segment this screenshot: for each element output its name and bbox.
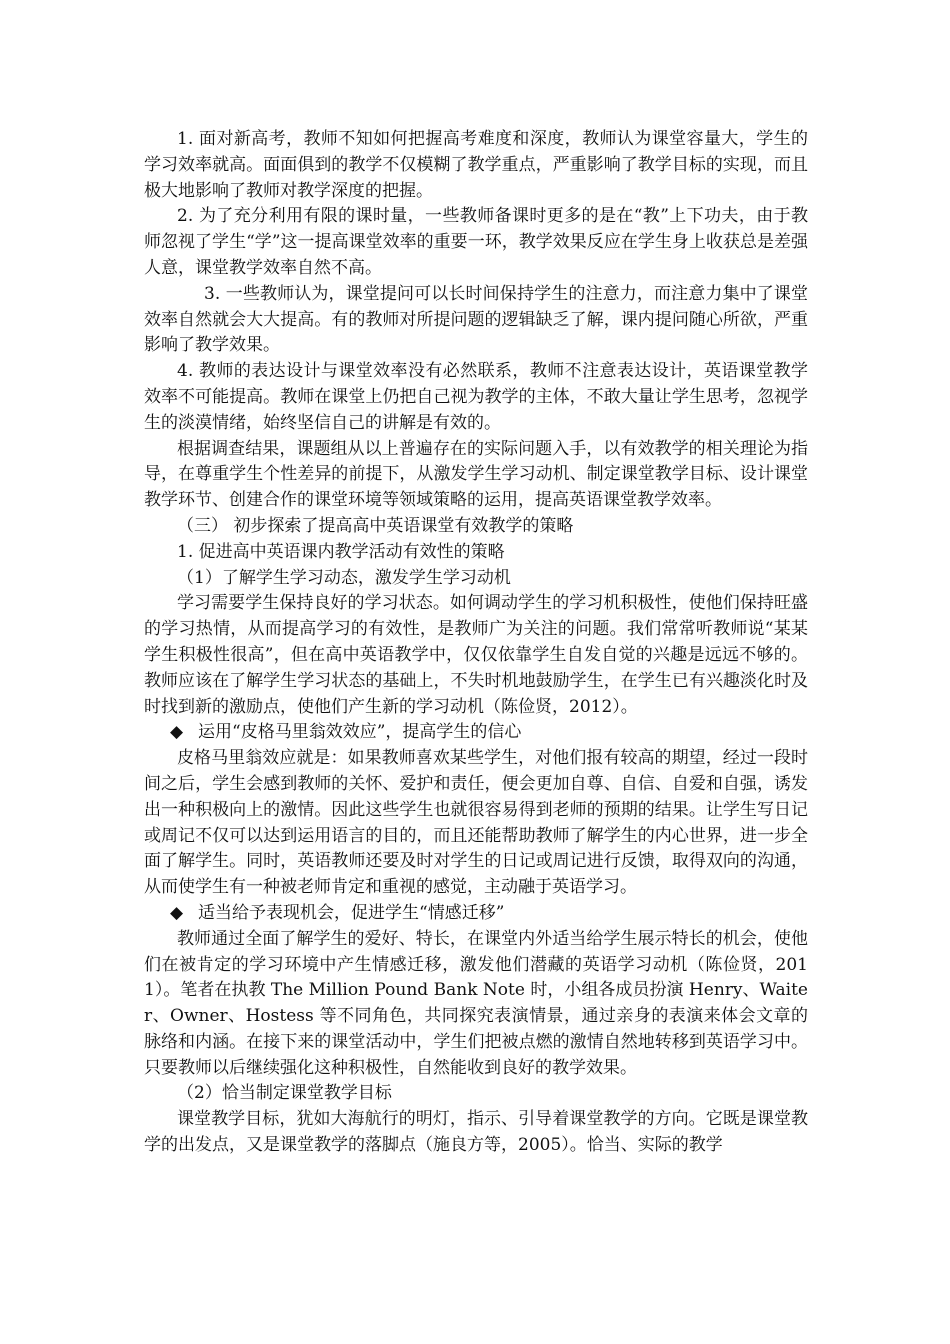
bullet-pygmalion <box>144 720 808 746</box>
bullet-emotion-transfer-text: 适当给予表现机会，促进学生“情感迁移” <box>198 902 505 923</box>
document-page <box>144 127 808 1159</box>
paragraph-survey-summary: 根据调查结果，课题组从以上普遍存在的实际问题入手，以有效教学的相关理论为指导，在尊重学生个性差异的前提下，从激发学生学习动机、制定课堂教学目标、设计课堂教学环节、创建合作的课堂环境等领域策略的运用，提高英语课堂教学效率。 <box>144 438 808 511</box>
bullet-emotion-transfer <box>144 901 808 927</box>
subsection-heading-1-2: （2）恰当制定课堂教学目标 <box>177 1083 392 1104</box>
paragraph-emotion-transfer: 教师通过全面了解学生的爱好、特长，在课堂内外适当给学生展示特长的机会，使他们在被肯定的学习环境中产生情感迁移，激发他们潜藏的英语学习动机（陈俭贤，2011）。笔者在执教 The Million Pound Bank Note 时，小组各成员扮演 Henry、Waiter、Owner、Hostess 等不同角色，共同探究表演情景，通过亲身的表演来体会文章的脉络和内涵。在接下来的课堂活动中，学生们把被点燃的激情自然地转移到英语学习中。只要教师以后继续强化这种积极性，自然能收到良好的教学效果。 <box>144 928 808 1078</box>
subsection-heading-1: 1. 促进高中英语课内教学活动有效性的策略 <box>177 541 505 562</box>
paragraph-teaching-goals: 课堂教学目标，犹如大海航行的明灯，指示、引导着课堂教学的方向。它既是课堂教学的出发点，又是课堂教学的落脚点（施良方等，2005）。恰当、实际的教学 <box>144 1109 808 1156</box>
paragraph-pygmalion: 皮格马里翁效应就是：如果教师喜欢某些学生，对他们报有较高的期望，经过一段时间之后，学生会感到教师的关怀、爱护和责任，便会更加自尊、自信、自爱和自强，诱发出一种积极向上的激情。因此这些学生也就很容易得到老师的预期的结果。让学生写日记或周记不仅可以达到运用语言的目的，而且还能帮助教师了解学生的内心世界，进一步全面了解学生。同时，英语教师还要及时对学生的日记或周记进行反馈，取得双向的沟通，从而使学生有一种被老师肯定和重视的感觉，主动融于英语学习。 <box>144 748 808 898</box>
diamond-bullet-icon: ◆ <box>170 902 184 923</box>
bullet-pygmalion-text: 运用“皮格马里翁效效应”，提高学生的信心 <box>198 722 522 743</box>
paragraph-learning-state: 学习需要学生保持良好的学习状态。如何调动学生的学习机积极性，使他们保持旺盛的学习热情，从而提高学习的有效性，是教师广为关注的问题。我们常常听教师说“某某学生积极性很高”，但在高中英语教学中，仅仅依靠学生自发自觉的兴趣是远远不够的。教师应该在了解学生学习状态的基础上，不失时机地鼓励学生，在学生已有兴趣淡化时及时找到新的激励点，使他们产生新的学习动机（陈俭贤，2012）。 <box>144 593 808 717</box>
section-heading-3: （三） 初步探索了提高高中英语课堂有效教学的策略 <box>177 515 574 536</box>
paragraph-item-3: 3. 一些教师认为，课堂提问可以长时间保持学生的注意力，而注意力集中了课堂效率自然就会大大提高。有的教师对所提问题的逻辑缺乏了解，课内提问随心所欲，严重影响了教学效果。 <box>144 283 808 356</box>
paragraph-item-1: 1. 面对新高考，教师不知如何把握高考难度和深度，教师认为课堂容量大，学生的学习效率就高。面面俱到的教学不仅模糊了教学重点，严重影响了教学目标的实现，而且极大地影响了教师对教学深度的把握。 <box>144 129 808 201</box>
diamond-bullet-icon: ◆ <box>170 722 184 743</box>
paragraph-item-2: 2. 为了充分利用有限的课时量，一些教师备课时更多的是在“教”上下功夫，由于教师忽视了学生“学”这一提高课堂效率的重要一环，教学效果反应在学生身上收获总是差强人意，课堂教学效率自然不高。 <box>144 206 808 278</box>
subsection-heading-1-1: （1）了解学生学习动态，激发学生学习动机 <box>177 567 511 588</box>
paragraph-item-4: 4. 教师的表达设计与课堂效率没有必然联系，教师不注意表达设计，英语课堂教学效率不可能提高。教师在课堂上仍把自己视为教学的主体，不敢大量让学生思考，忽视学生的淡漠情绪，始终坚信自己的讲解是有效的。 <box>144 361 808 433</box>
